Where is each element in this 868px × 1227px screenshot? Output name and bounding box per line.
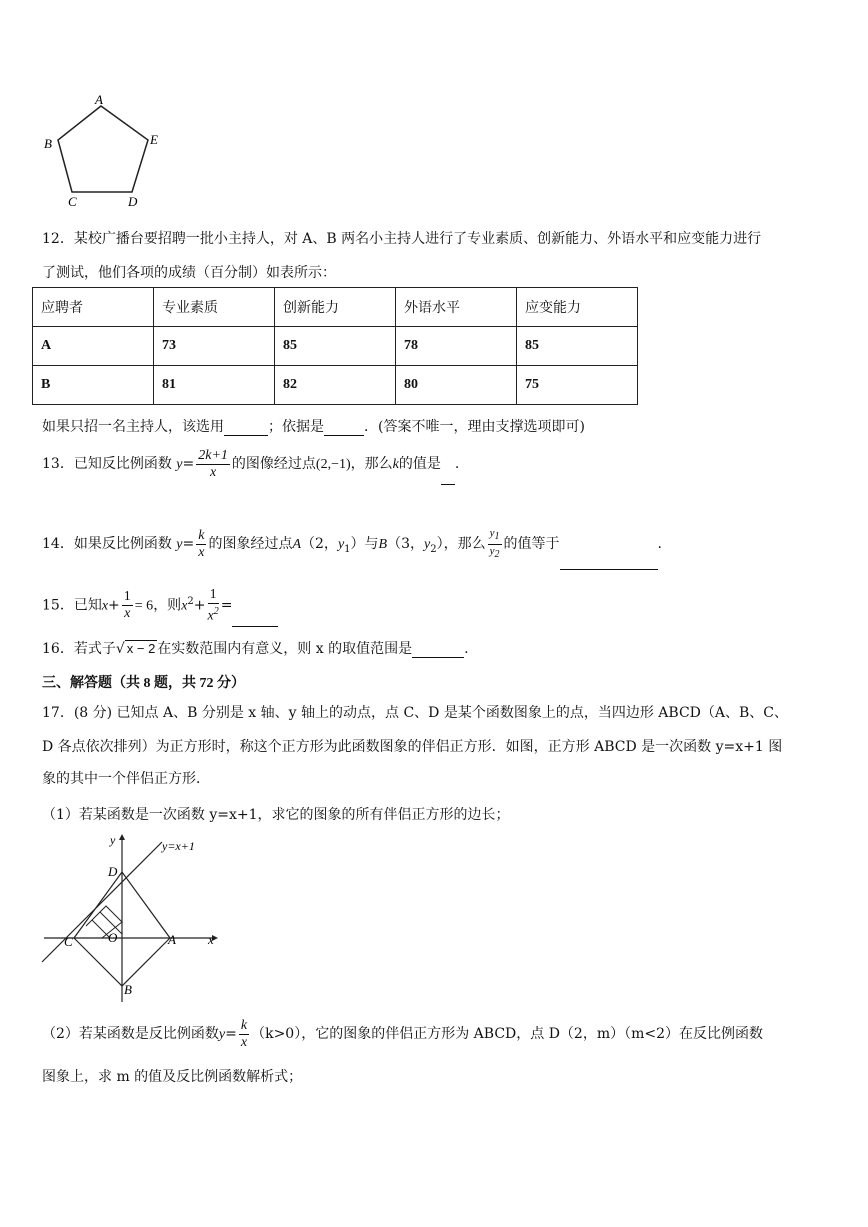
q13-point: (2,−1) [315,457,351,472]
q14-ratio-num: $y_1$ [489,527,500,543]
answer-blank[interactable] [441,470,455,485]
q15-mid: ，则 [153,597,182,614]
q12-text-c: ．(答案不唯一，理由支撑选项即可) [364,419,585,435]
q15-x2: x [181,598,188,614]
q13-line [42,444,459,485]
q12-text-a: 如果只招一名主持人，该选用 [42,419,224,435]
q15-line [42,582,278,627]
q13-mid: 的图像经过点 [231,456,316,472]
q14-y: y [176,537,183,552]
q14-ratio-den: $y_2$ [489,544,500,560]
vertex-label-e: E [150,132,158,147]
q14-close: ），那么 [436,536,486,552]
q16-line [42,638,469,658]
vertex-label-a: A [95,92,103,107]
q12-line2: 了测试，他们各项的成绩（百分制）如表所示： [42,265,336,281]
q14-num: k [198,527,205,543]
q15-frac1 [122,589,133,622]
q15-prefix: 15．已知 [42,597,102,614]
answer-blank[interactable] [324,421,364,436]
vertex-label-c: C [68,194,77,209]
q14-mid: 的图象经过点 [208,536,293,552]
q15-eq: = [220,597,233,614]
q16-end: . [464,641,469,657]
q13-fraction [196,448,230,481]
table-header-cell: 外语水平 [396,288,517,327]
table-header-cell: 创新能力 [275,288,396,327]
q14-suffix: 的值等于 [503,536,560,552]
q17-line2: D 各点依次排列）为正方形时，称这个正方形为此函数图象的伴侣正方形．如图，正方形 ABCD 是一次函数 y=x+1 图 [42,739,783,755]
pentagon-figure [40,92,170,210]
q13-prefix: 13．已知反比例函数 [42,456,172,472]
table-row [33,327,638,366]
q15-den2: $x^2$ [207,605,219,624]
table-cell: 81 [154,366,275,405]
q17-part2-eq: = [225,1026,237,1042]
graph-label-c: C [64,934,73,949]
table-header-cell: 专业素质 [154,288,275,327]
q13-suffix: 的值是 [398,456,441,472]
q13-den: x [209,464,217,480]
graph-label-y: y [110,833,116,847]
q13-num: 2k+1 [198,447,228,463]
q17-part1: （1）若某函数是一次函数 y=x+1，求它的图象的所有伴侣正方形的边长； [42,807,510,823]
q14-sub1: 1 [344,543,351,555]
q14-prefix: 14．如果反比例函数 [42,536,172,552]
q16-radical: √ [115,641,125,657]
q12-answer-line [42,416,585,436]
table-cell: 85 [517,327,638,366]
vertex-label-b: B [44,136,52,151]
section-heading: 三、解答题（共 8 题，共 72 分） [42,676,245,691]
table-header-cell: 应聘者 [33,288,154,327]
answer-blank[interactable] [232,612,278,627]
table-cell: B [33,366,154,405]
q17-part2-line2: 图象上，求 m 的值及反比例函数解析式； [42,1069,303,1085]
q15-sq: 2 [187,596,194,607]
q12-score-table [32,287,638,405]
q17-part2-b: （k>0），它的图象的伴侣正方形为 ABCD，点 D（2，m）（m<2）在反比例函数 [251,1026,764,1042]
q14-and: ）与 [350,536,379,552]
table-header-row [33,288,638,327]
graph-label-a: A [168,932,176,947]
q13-k: k [392,457,399,472]
q17-graph [40,830,225,1006]
q15-plus: + [108,597,120,614]
table-row [33,366,638,405]
q14-den: x [198,544,205,560]
table-cell: 82 [275,366,396,405]
q15-num2: 1 [208,587,219,604]
q15-frac2 [208,587,219,625]
q15-den1: x [124,606,131,622]
q16-prefix: 16．若式子 [42,641,116,657]
q16-radicand: x − 2 [126,641,156,656]
answer-blank[interactable] [224,421,268,436]
y-axis-arrow [119,834,125,840]
table-cell: 75 [517,366,638,405]
q15-x1: x [101,598,109,614]
graph-label-d: D [108,864,118,879]
q17-part2-line [42,1014,763,1055]
table-cell: 73 [154,327,275,366]
answer-blank[interactable] [412,643,464,658]
q13-end: . [454,456,460,472]
q14-end: . [657,536,662,552]
table-header-cell: 应变能力 [517,288,638,327]
q14-pa: （2， [301,536,338,552]
q17-part2-num: k [240,1017,248,1033]
graph-label-b: B [124,982,132,997]
q14-line [42,524,662,570]
table-cell: A [33,327,154,366]
q17-part2-den: x [240,1034,248,1050]
q17-line1: 17．(8 分) 已知点 A、B 分别是 x 轴、y 轴上的动点，点 C、D 是某个函数图象上的点，当四边形 ABCD（A、B、C、 [42,705,788,721]
q14-fraction [196,528,206,561]
graph-label-func: y=x+1 [162,839,195,853]
graph-label-x: x [208,932,214,947]
q13-eq: = [182,456,195,472]
q14-pb: （3， [387,536,425,552]
q17-part2-y: y [218,1027,226,1042]
table-cell: 85 [275,327,396,366]
q17-line3: 象的其中一个伴侣正方形． [42,771,210,787]
q15-num1: 1 [123,589,131,605]
q17-part2-a: （2）若某函数是反比例函数 [42,1026,219,1042]
q12-text-b: ；依据是 [268,419,324,435]
q14-y1: y [337,537,345,552]
q14-eq: = [182,536,195,552]
graph-label-o: O [108,930,118,945]
q15-eq6: = 6 [134,598,154,614]
q17-part2-fraction [239,1018,249,1051]
q14-ratio [488,527,502,560]
q14-point-a: A [292,537,302,552]
q15-plus2: + [193,597,206,614]
answer-blank[interactable] [560,555,658,570]
q12-line1: 12．某校广播台要招聘一批小主持人，对 A、B 两名小主持人进行了专业素质、创新能力、外语水平和应变能力进行 [42,231,762,247]
q13-mid2: ，那么 [350,456,393,472]
q13-y: y [176,457,183,472]
vertex-label-d: D [128,194,138,209]
table-cell: 80 [396,366,517,405]
q14-point-b: B [378,537,388,552]
q16-suffix: 在实数范围内有意义，则 x 的取值范围是 [157,641,413,657]
q14-sub2: 2 [430,543,437,555]
table-cell: 78 [396,327,517,366]
q14-y2: y [424,537,431,552]
